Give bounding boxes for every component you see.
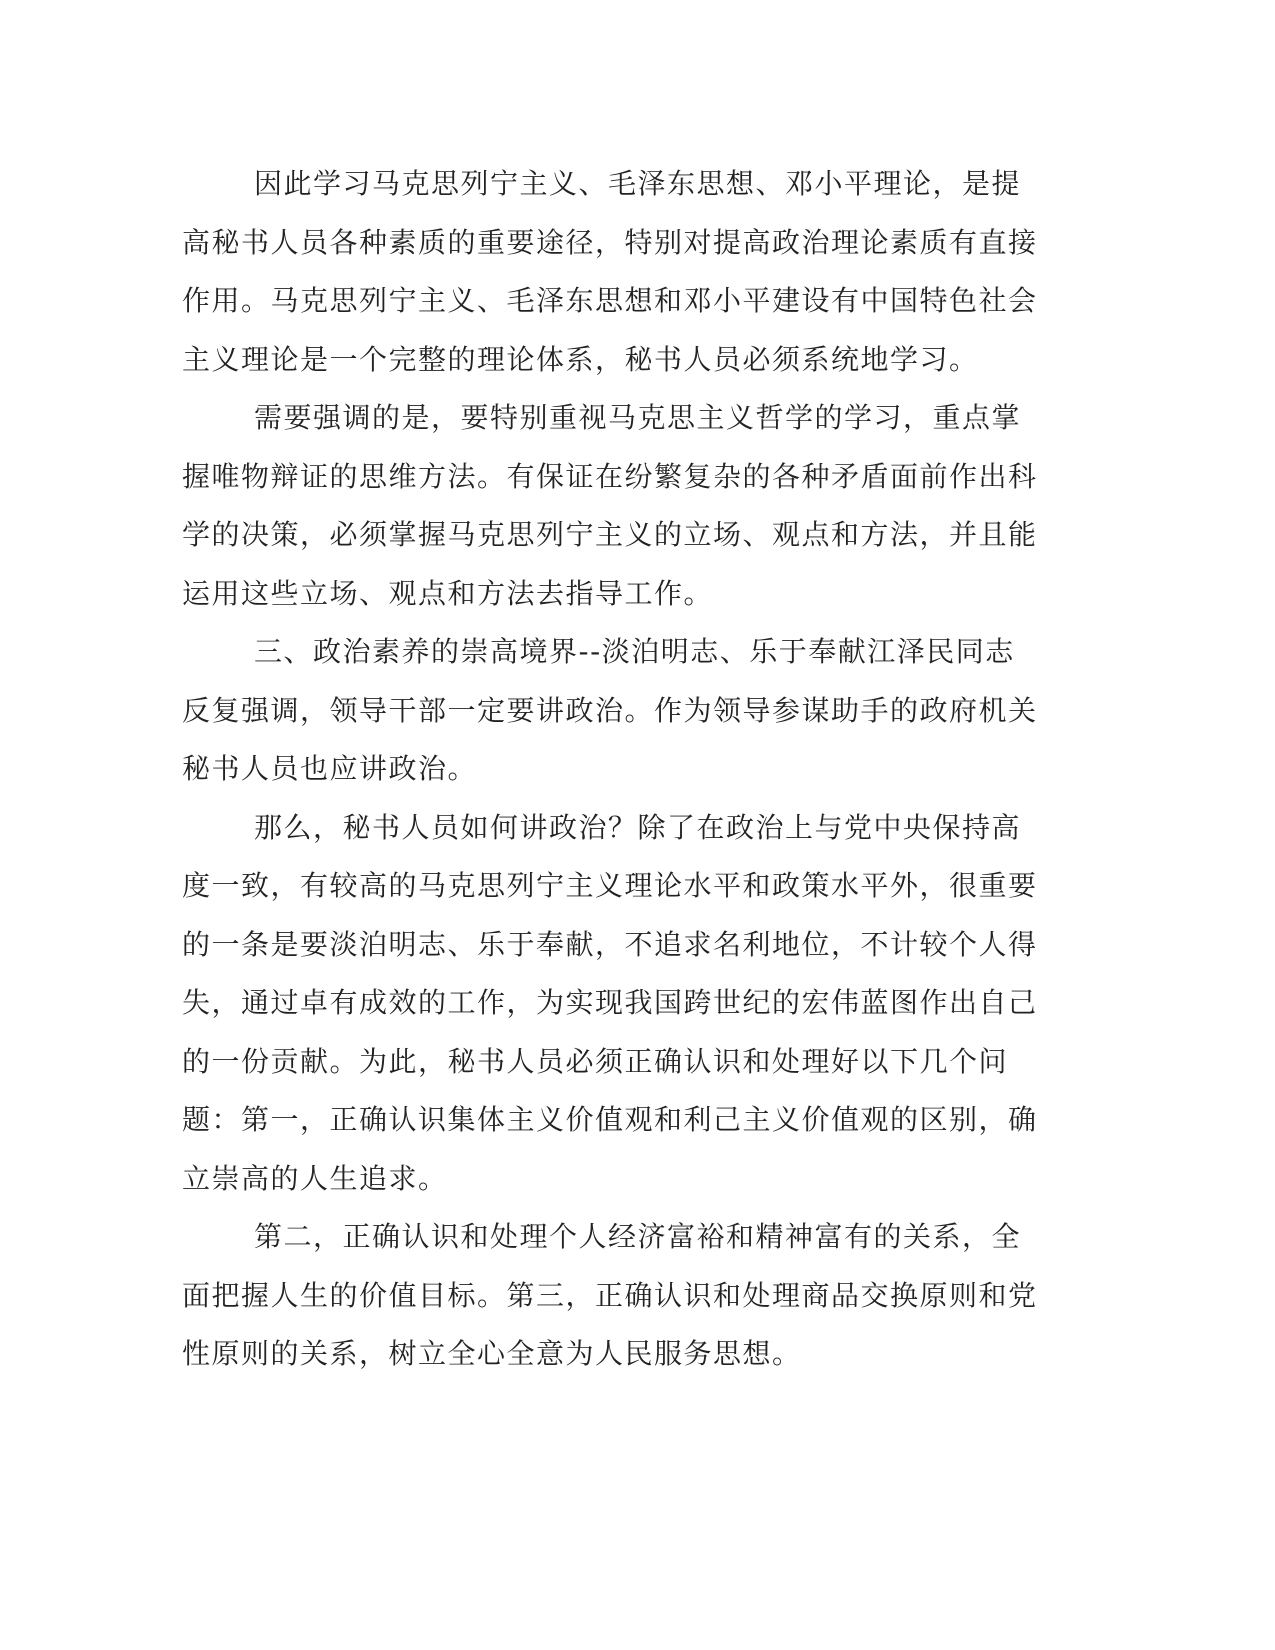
paragraph-4: 那么，秘书人员如何讲政治？除了在政治上与党中央保持高度一致，有较高的马克思列宁主义理论水平和政策水平外，很重要的一条是要淡泊明志、乐于奉献，不追求名利地位，不计较个人得失，通过卓有成效的工作，为实现我国跨世纪的宏伟蓝图作出自己的一份贡献。为此，秘书人员必须正确认识和处理好以下几个问题：第一，正确认识集体主义价值观和利己主义价值观的区别，确立崇高的人生追求。 bbox=[182, 810, 1038, 1195]
paragraph-5: 第二，正确认识和处理个人经济富裕和精神富有的关系，全面把握人生的价值目标。第三，正确认识和处理商品交换原则和党性原则的关系，树立全心全意为人民服务思想。 bbox=[182, 1220, 1038, 1370]
paragraph-1: 因此学习马克思列宁主义、毛泽东思想、邓小平理论，是提高秘书人员各种素质的重要途径，特别对提高政治理论素质有直接作用。马克思列宁主义、毛泽东思想和邓小平建设有中国特色社会主义理论是一个完整的理论体系，秘书人员必须系统地学习。 bbox=[182, 167, 1038, 376]
document-body bbox=[182, 155, 1042, 1384]
paragraph-2: 需要强调的是，要特别重视马克思主义哲学的学习，重点掌握唯物辩证的思维方法。有保证在纷繁复杂的各种矛盾面前作出科学的决策，必须掌握马克思列宁主义的立场、观点和方法，并且能运用这些立场、观点和方法去指导工作。 bbox=[182, 401, 1038, 610]
paragraph-3: 三、政治素养的崇高境界--淡泊明志、乐于奉献江泽民同志反复强调，领导干部一定要讲政治。作为领导参谋助手的政府机关秘书人员也应讲政治。 bbox=[182, 635, 1038, 785]
